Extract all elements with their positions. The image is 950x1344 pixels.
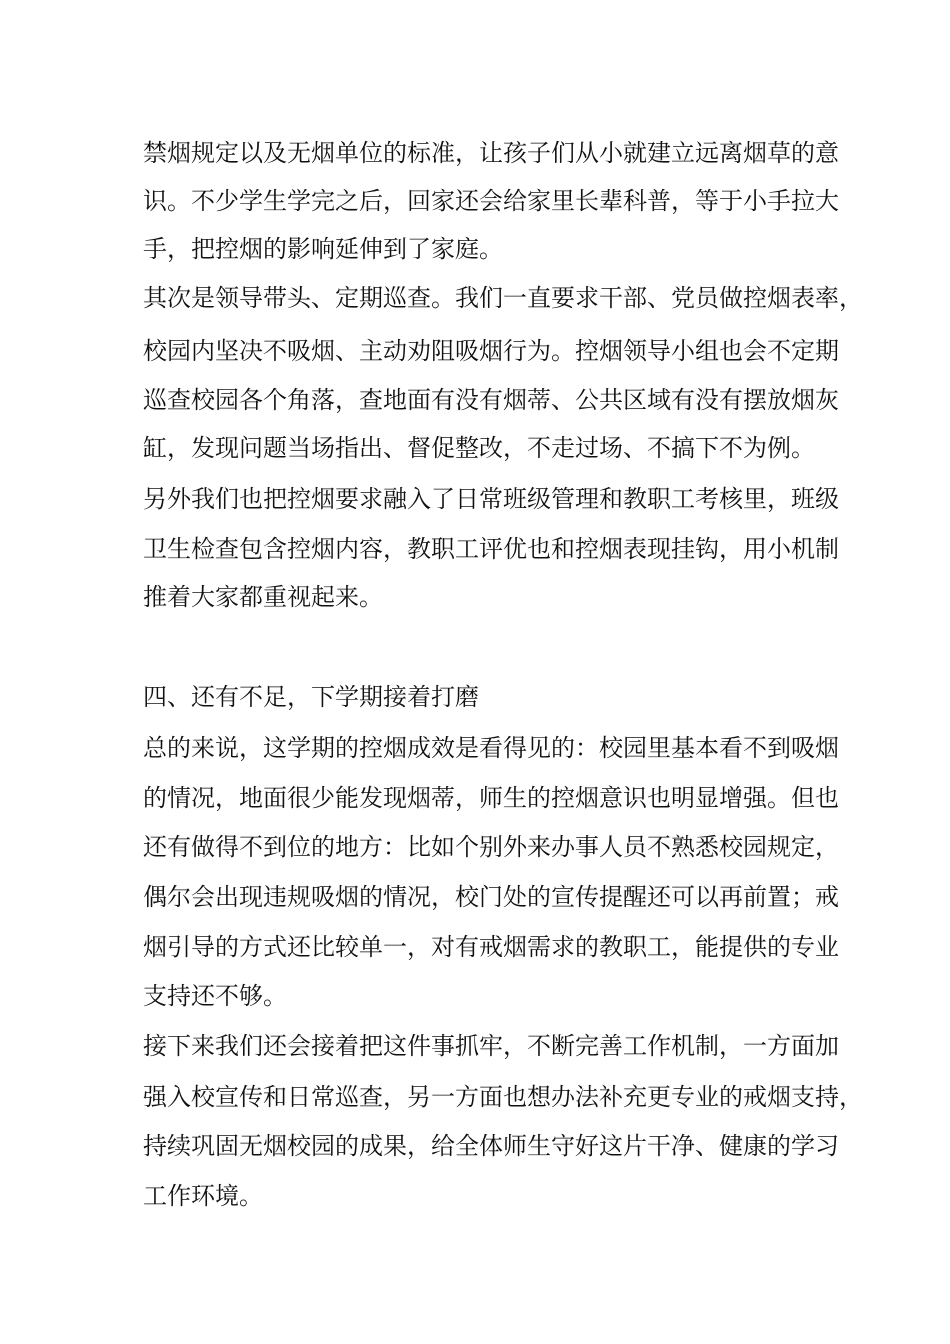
section-heading: 四、还有不足，下学期接着打磨 xyxy=(143,683,479,711)
body-text-line: 支持还不够。 xyxy=(143,982,287,1010)
body-text-line: 总的来说，这学期的控烟成效是看得见的：校园里基本看不到吸烟 xyxy=(143,734,839,762)
body-text-line: 巡查校园各个角落，查地面有没有烟蒂、公共区域有没有摆放烟灰 xyxy=(143,386,839,414)
body-text-line: 卫生检查包含控烟内容，教职工评优也和控烟表现挂钩，用小机制 xyxy=(143,535,839,563)
body-text-line: 其次是领导带头、定期巡查。我们一直要求干部、党员做控烟表率， xyxy=(143,284,863,312)
body-text-line: 持续巩固无烟校园的成果，给全体师生守好这片干净、健康的学习 xyxy=(143,1132,839,1160)
body-text-line: 的情况，地面很少能发现烟蒂，师生的控烟意识也明显增强。但也 xyxy=(143,784,839,812)
body-text-line: 接下来我们还会接着把这件事抓牢，不断完善工作机制，一方面加 xyxy=(143,1032,839,1060)
body-text-line: 偶尔会出现违规吸烟的情况，校门处的宣传提醒还可以再前置；戒 xyxy=(143,883,839,911)
body-text-line: 还有做得不到位的地方：比如个别外来办事人员不熟悉校园规定， xyxy=(143,833,839,861)
body-text-line: 推着大家都重视起来。 xyxy=(143,583,383,611)
body-text-line: 手，把控烟的影响延伸到了家庭。 xyxy=(143,235,503,263)
body-text-line: 另外我们也把控烟要求融入了日常班级管理和教职工考核里，班级 xyxy=(143,485,839,513)
body-text-line: 识。不少学生学完之后，回家还会给家里长辈科普，等于小手拉大 xyxy=(143,187,839,215)
body-text-line: 缸，发现问题当场指出、督促整改，不走过场、不搞下不为例。 xyxy=(143,434,815,462)
body-text-line: 强入校宣传和日常巡查，另一方面也想办法补充更专业的戒烟支持， xyxy=(143,1083,863,1111)
body-text-line: 工作环境。 xyxy=(143,1182,263,1210)
body-text-line: 烟引导的方式还比较单一，对有戒烟需求的教职工，能提供的专业 xyxy=(143,933,839,961)
body-text-line: 校园内坚决不吸烟、主动劝阻吸烟行为。控烟领导小组也会不定期 xyxy=(143,337,839,365)
body-text-line: 禁烟规定以及无烟单位的标准，让孩子们从小就建立远离烟草的意 xyxy=(143,139,839,167)
